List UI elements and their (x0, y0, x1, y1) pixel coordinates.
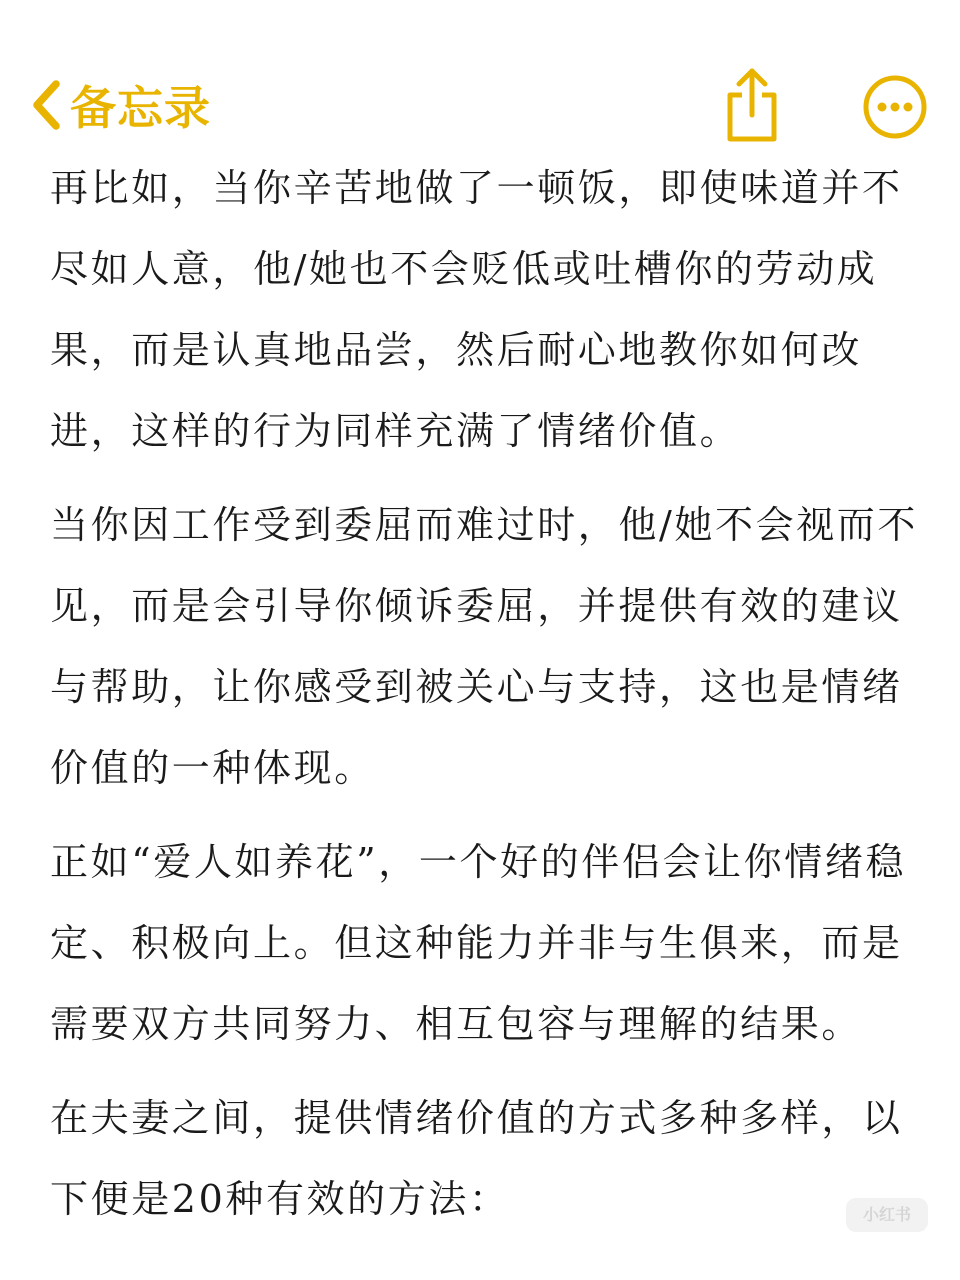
navigation-bar (0, 60, 960, 150)
note-paragraph: 当你因工作受到委屈而难过时，他/她不会视而不见，而是会引导你倾诉委屈，并提供有效的建议与帮助，让你感受到被关心与支持，这也是情绪价值的一种体现。 (50, 503, 919, 790)
note-paragraph: 再比如，当你辛苦地做了一顿饭，即使味道并不尽如人意，他/她也不会贬低或吐槽你的劳动成果，而是认真地品尝，然后耐心地教你如何改进，这样的行为同样充满了情绪价值。 (50, 166, 903, 453)
watermark-logo: 小红书 (846, 1198, 928, 1232)
note-body[interactable] (50, 148, 920, 1253)
back-button[interactable] (30, 70, 211, 140)
more-icon (862, 74, 928, 140)
chevron-left-icon (30, 79, 62, 131)
share-button[interactable] (722, 65, 782, 145)
more-button[interactable] (862, 74, 928, 140)
share-icon (722, 65, 782, 145)
note-paragraph: 在夫妻之间，提供情绪价值的方式多种多样，以下便是20种有效的方法： (50, 1096, 903, 1221)
note-paragraph: 正如“爱人如养花”，一个好的伴侣会让你情绪稳定、积极向上。但这种能力并非与生俱来，而是需要双方共同努力、相互包容与理解的结果。 (50, 840, 907, 1046)
back-label: 备忘录 (70, 81, 211, 135)
